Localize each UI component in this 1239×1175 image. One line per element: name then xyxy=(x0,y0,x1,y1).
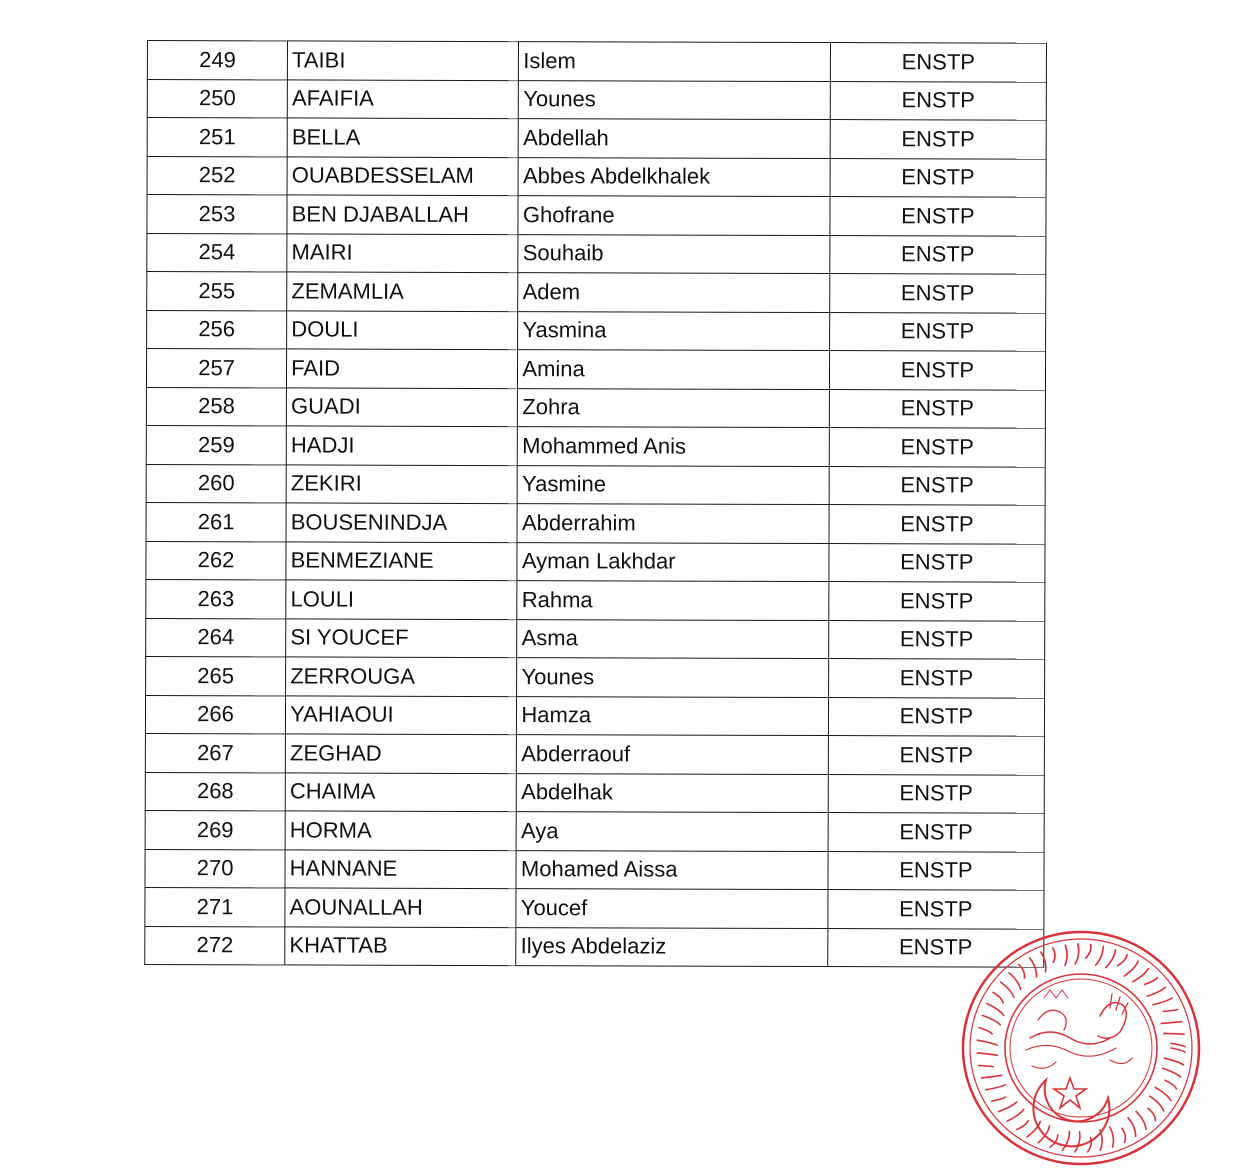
school-cell: ENSTP xyxy=(829,312,1045,351)
last-name-cell: BOUSENINDJA xyxy=(286,503,517,542)
first-name-cell: Souhaib xyxy=(518,234,829,273)
school-cell: ENSTP xyxy=(829,466,1045,505)
last-name-cell: DOULI xyxy=(287,310,518,349)
row-number-cell: 259 xyxy=(146,425,286,464)
last-name-cell: AFAIFIA xyxy=(287,79,518,118)
last-name-cell: TAIBI xyxy=(288,41,519,80)
row-number-cell: 251 xyxy=(147,118,287,157)
table-row xyxy=(147,41,1046,82)
official-stamp-icon xyxy=(960,928,1202,1168)
row-number-cell: 260 xyxy=(146,464,286,503)
row-number-cell: 262 xyxy=(146,541,286,580)
last-name-cell: GUADI xyxy=(286,387,517,426)
row-number-cell: 271 xyxy=(145,887,285,926)
row-number-cell: 268 xyxy=(145,772,285,811)
table-row xyxy=(146,502,1045,543)
school-cell: ENSTP xyxy=(830,197,1046,236)
last-name-cell: HANNANE xyxy=(285,849,516,888)
row-number-cell: 250 xyxy=(147,79,287,118)
first-name-cell: Abdelhak xyxy=(517,773,828,812)
school-cell: ENSTP xyxy=(829,274,1045,313)
row-number-cell: 256 xyxy=(147,310,287,349)
first-name-cell: Ilyes Abdelaziz xyxy=(516,927,827,966)
last-name-cell: ZEGHAD xyxy=(285,734,516,773)
school-cell: ENSTP xyxy=(829,543,1045,582)
school-cell: ENSTP xyxy=(830,120,1046,159)
row-number-cell: 269 xyxy=(145,810,285,849)
table-row xyxy=(145,733,1044,774)
first-name-cell: Ayman Lakhdar xyxy=(517,542,828,581)
school-cell: ENSTP xyxy=(828,813,1044,852)
table-row xyxy=(147,233,1046,274)
row-number-cell: 254 xyxy=(147,233,287,272)
table-row xyxy=(146,656,1045,697)
school-cell: ENSTP xyxy=(830,81,1046,120)
school-cell: ENSTP xyxy=(828,697,1044,736)
table-row xyxy=(146,349,1045,390)
school-cell: ENSTP xyxy=(828,851,1044,890)
row-number-cell: 253 xyxy=(147,195,287,234)
student-list-body xyxy=(145,41,1047,968)
first-name-cell: Abdellah xyxy=(519,119,830,158)
first-name-cell: Abderrahim xyxy=(517,504,828,543)
row-number-cell: 272 xyxy=(145,926,285,965)
first-name-cell: Amina xyxy=(518,350,829,389)
table-row xyxy=(147,79,1046,120)
first-name-cell: Yasmine xyxy=(518,465,829,504)
first-name-cell: Youcef xyxy=(516,889,827,928)
last-name-cell: HORMA xyxy=(285,811,516,850)
first-name-cell: Abbes Abdelkhalek xyxy=(518,157,829,196)
first-name-cell: Hamza xyxy=(517,696,828,735)
table-row xyxy=(147,118,1046,159)
school-cell: ENSTP xyxy=(829,351,1045,390)
row-number-cell: 270 xyxy=(145,849,285,888)
row-number-cell: 266 xyxy=(145,695,285,734)
school-cell: ENSTP xyxy=(829,428,1045,467)
row-number-cell: 255 xyxy=(147,272,287,311)
first-name-cell: Islem xyxy=(519,42,830,81)
school-cell: ENSTP xyxy=(829,582,1045,621)
table-row xyxy=(145,810,1044,851)
school-cell: ENSTP xyxy=(829,389,1045,428)
table-row xyxy=(145,849,1044,890)
table-row xyxy=(147,156,1046,197)
school-cell: ENSTP xyxy=(828,774,1044,813)
school-cell: ENSTP xyxy=(830,158,1046,197)
last-name-cell: FAID xyxy=(287,349,518,388)
row-number-cell: 264 xyxy=(146,618,286,657)
table-row xyxy=(147,195,1046,236)
first-name-cell: Asma xyxy=(517,619,828,658)
table-row xyxy=(147,272,1046,313)
last-name-cell: ZEMAMLIA xyxy=(287,272,518,311)
first-name-cell: Abderraouf xyxy=(517,735,828,774)
last-name-cell: BELLA xyxy=(287,118,518,157)
table-row xyxy=(145,926,1044,967)
table-row xyxy=(146,425,1045,466)
table-row xyxy=(146,618,1045,659)
last-name-cell: KHATTAB xyxy=(285,926,516,965)
last-name-cell: OUABDESSELAM xyxy=(287,156,518,195)
table-row xyxy=(146,387,1045,428)
school-cell: ENSTP xyxy=(827,928,1043,967)
row-number-cell: 263 xyxy=(146,579,286,618)
first-name-cell: Yasmina xyxy=(518,311,829,350)
last-name-cell: HADJI xyxy=(286,426,517,465)
school-cell: ENSTP xyxy=(828,736,1044,775)
student-list-table xyxy=(144,40,1047,968)
first-name-cell: Younes xyxy=(519,80,830,119)
first-name-cell: Rahma xyxy=(517,581,828,620)
first-name-cell: Mohammed Anis xyxy=(518,427,829,466)
last-name-cell: ZERROUGA xyxy=(286,657,517,696)
last-name-cell: MAIRI xyxy=(287,233,518,272)
first-name-cell: Zohra xyxy=(518,388,829,427)
table-row xyxy=(146,579,1045,620)
last-name-cell: YAHIAOUI xyxy=(286,695,517,734)
school-cell: ENSTP xyxy=(828,620,1044,659)
table-row xyxy=(146,464,1045,505)
row-number-cell: 267 xyxy=(145,733,285,772)
table-row xyxy=(146,541,1045,582)
school-cell: ENSTP xyxy=(828,659,1044,698)
school-cell: ENSTP xyxy=(829,505,1045,544)
last-name-cell: BENMEZIANE xyxy=(286,541,517,580)
first-name-cell: Younes xyxy=(517,658,828,697)
last-name-cell: ZEKIRI xyxy=(286,464,517,503)
school-cell: ENSTP xyxy=(828,890,1044,929)
last-name-cell: BEN DJABALLAH xyxy=(287,195,518,234)
school-cell: ENSTP xyxy=(830,235,1046,274)
first-name-cell: Adem xyxy=(518,273,829,312)
last-name-cell: LOULI xyxy=(286,580,517,619)
row-number-cell: 258 xyxy=(146,387,286,426)
last-name-cell: AOUNALLAH xyxy=(285,888,516,927)
row-number-cell: 249 xyxy=(147,41,287,80)
first-name-cell: Aya xyxy=(516,812,827,851)
row-number-cell: 261 xyxy=(146,502,286,541)
first-name-cell: Ghofrane xyxy=(518,196,829,235)
last-name-cell: SI YOUCEF xyxy=(286,618,517,657)
table-row xyxy=(145,695,1044,736)
row-number-cell: 252 xyxy=(147,156,287,195)
table-row xyxy=(145,887,1044,928)
row-number-cell: 265 xyxy=(146,656,286,695)
last-name-cell: CHAIMA xyxy=(285,772,516,811)
table-row xyxy=(145,772,1044,813)
table-row xyxy=(147,310,1046,351)
first-name-cell: Mohamed Aissa xyxy=(516,850,827,889)
school-cell: ENSTP xyxy=(830,43,1046,82)
row-number-cell: 257 xyxy=(146,349,286,388)
